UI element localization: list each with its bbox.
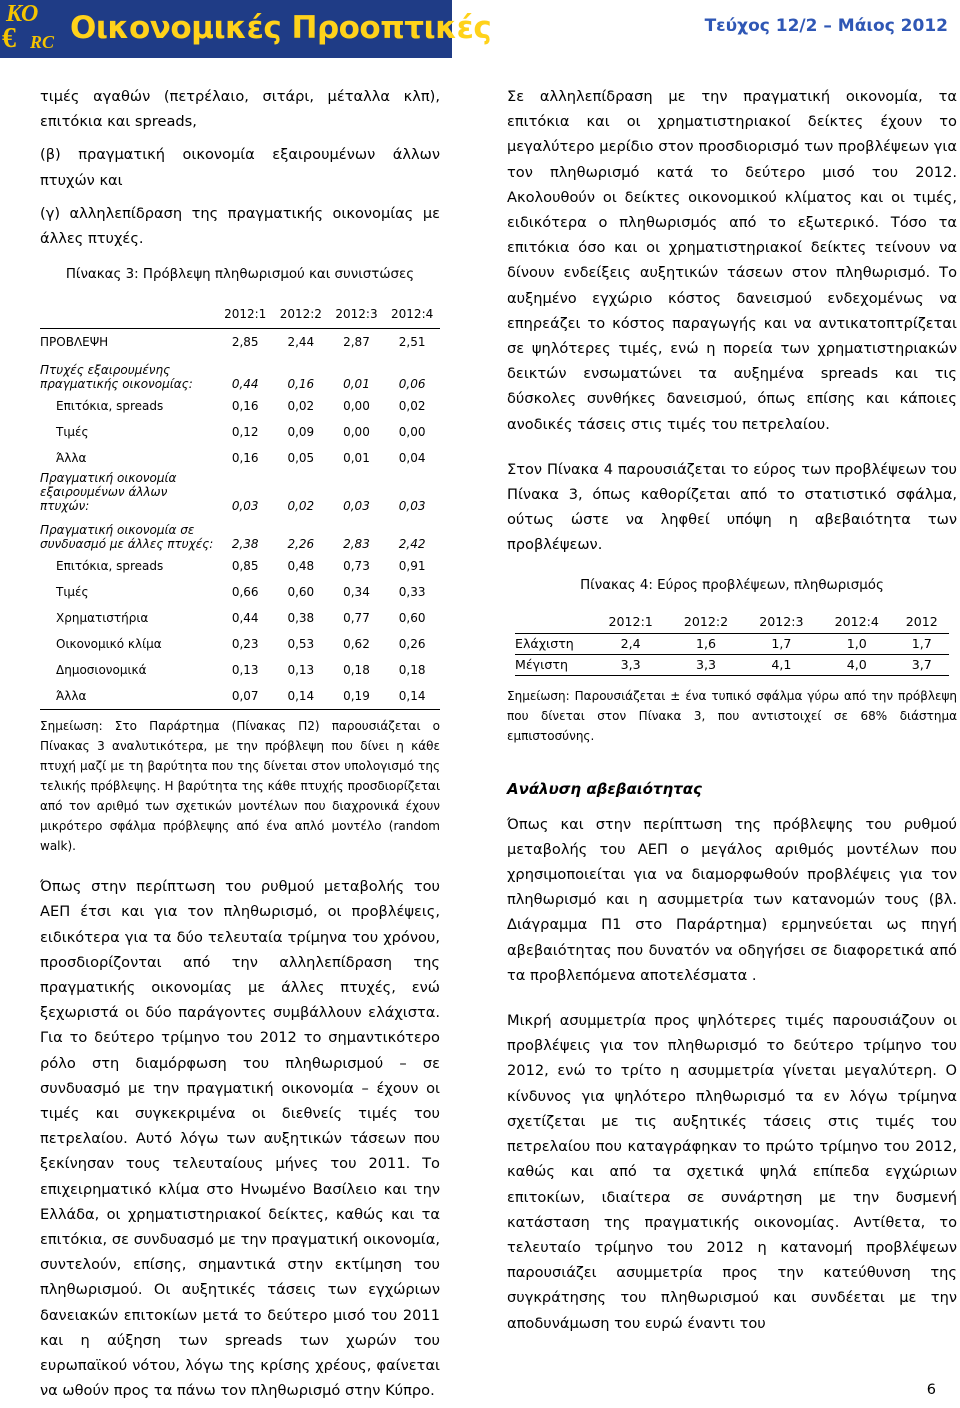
section-heading: Ανάλυση αβεβαιότητας [507,779,702,798]
table3 [40,300,440,710]
cell: 0,02 [398,399,426,414]
table-row [40,355,440,393]
cell: 0,14 [273,683,329,710]
left-column [40,84,440,1403]
list-item-a: τιμές αγαθών (πετρέλαιο, σιτάρι, μέταλλα κλπ), επιτόκια και spreads, [40,88,440,131]
table-row [515,633,949,654]
row-label: Τιμές [56,425,89,440]
cell: 0,01 [343,451,370,466]
row-label: Πραγματική οικονομία σε συνδυασμό με άλλες πτυχές: [40,523,214,552]
table-row [40,631,440,657]
table3-col-header: 2012:3 [329,300,385,329]
table4-header-row [515,611,949,634]
cell: 4,1 [744,654,819,675]
row-label: Άλλα [56,451,87,466]
table4-caption: Πίνακας 4: Εύρος προβλέψεων, πληθωρισμός [580,577,884,593]
row-label: Επιτόκια, spreads [56,559,164,574]
row-label: Τιμές [56,585,89,600]
cell: 1,7 [744,633,819,654]
row-label: ΠΡΟΒΛΕΨΗ [40,335,109,350]
cell: 0,44 [231,377,259,392]
cell: 0,00 [343,399,370,414]
cell: 0,02 [287,499,315,514]
logo-rc-text: RC [30,32,55,52]
cell: 2,44 [287,335,315,350]
cell: 0,05 [287,451,315,466]
table4-col-header: 2012:1 [593,611,668,634]
cell: 2,42 [398,537,426,552]
cell: 0,38 [287,611,315,626]
logo-ko-text: ΚΟ [6,1,39,27]
cell: 0,34 [343,585,370,600]
table4-corner [515,611,593,634]
row-label: Δημοσιονομικά [56,663,147,678]
cell: 0,13 [231,663,259,678]
issue-label: Τεύχος 12/2 – Μάιος 2012 [704,16,948,36]
table4-col-header: 2012:4 [819,611,894,634]
cell: 2,38 [231,537,259,552]
row-label: Οικονομικό κλίμα [56,637,162,652]
cell: 4,0 [819,654,894,675]
cell: 0,53 [287,637,315,652]
table-row [40,419,440,445]
cell: 0,44 [231,611,259,626]
cell: 0,13 [287,663,315,678]
table-row [40,393,440,419]
table3-header-row [40,300,440,329]
cell: 2,87 [343,335,370,350]
cell: 0,06 [398,377,426,392]
cell: 2,26 [287,537,315,552]
cell: 0,14 [384,683,440,710]
table4-note: Σημείωση: Παρουσιάζεται ± ένα τυπικό σφάλμα γύρω από την πρόβλεψη που δίνεται στον Πίνακα 3, που αντιστοιχεί σε 68% διάστημα εμπιστοσύνης. [507,688,957,743]
logo-euro-icon: € [2,23,16,54]
cell: 0,19 [329,683,385,710]
table-row [40,683,440,710]
table-row [40,657,440,683]
cell: 0,26 [398,637,426,652]
cell: 0,66 [231,585,259,600]
cell: 0,85 [231,559,259,574]
cell: 2,85 [231,335,259,350]
table-row [515,654,949,675]
table4-col-header: 2012 [894,611,949,634]
table3-col-header: 2012:4 [384,300,440,329]
cell: 1,7 [894,633,949,654]
cell: 0,16 [287,377,315,392]
body-paragraph: Όπως στην περίπτωση του ρυθμού μεταβολής του ΑΕΠ έτσι και για τον πληθωρισμό, οι προβλέψεις, ειδικότερα για τα δύο τελευταία τρίμηνα του χρόνου, προσδιορίζονται από την αλληλεπίδραση της πραγματικής οικονομίας με άλλες πτυχές, ενώ ξεχωριστά οι δύο παράγοντες συμβάλλουν ελάχιστα. Για το δεύτερο τρίμηνο του 2012 το σημαντικότερο ρόλο στη διαμόρφωση του πληθωρισμού – σε συνδυασμό με την πραγματική οικονομία – έχουν οι τιμές και συγκεκριμένα οι διεθνείς τιμές του πετρελαίου. Αυτό λόγω των αυξητικών τάσεων που ξεκίνησαν τους τελευταίους μήνες του 2011. Το επιχειρηματικό κλίμα στο Ηνωμένο Βασίλειο και την Ελλάδα, οι χρηματιστηριακοί δείκτες, καθώς και τα επιτόκια, σε συνδυασμό με την πραγματική οικονομία, συντελούν, επίσης, σημαντικά στην εκτίμηση του πληθωρισμού. Οι αυξητικές τάσεις των εγχώριων δανειακών επιτοκίων μετά το δεύτερο μισό του 2011 και η αύξηση των spreads των χωρών του ευρωπαϊκού νότου, λόγω της κρίσης χρέους, φαίνεται να ωθούν προς τα πάνω τον πληθωρισμό στην Κύπρο. [40,878,440,1400]
table3-col-header: 2012:2 [273,300,329,329]
table3-note: Σημείωση: Στο Παράρτημα (Πίνακας Π2) παρουσιάζεται ο Πίνακας 3 αναλυτικότερα, με την πρόβλεψη που δίνει η κάθε πτυχή μαζί με τη βαρύτητα που της δίνεται στον υπολογισμό της τελικής πρόβλεψης. Η βαρύτητα της κάθε πτυχής προσδιορίζεται από τον αριθμό των σχετικών μοντέλων που διαχρονικά έχουν μικρότερο σφάλμα πρόβλεψης από ένα απλό μοντέλο (random walk). [40,719,440,854]
cell: 3,3 [668,654,743,675]
cell: 3,3 [593,654,668,675]
body-paragraph: Όπως και στην περίπτωση της πρόβλεψης του ρυθμού μεταβολής του ΑΕΠ ο μεγάλος αριθμός μοντέλων που χρησιμοποιείται για να διαμορφωθούν προβλέψεις για τον πληθωρισμό και η ασυμμετρία των κατανομών τους (βλ. Διάγραμμα Π1 στο Παράρτημα) ερμηνεύεται ως πηγή αβεβαιότητας που δυνατόν να οδηγήσει σε διαφορετικά από τα προβλεπόμενα αποτελέσματα . [507,815,957,984]
table3-corner [40,300,217,329]
table-row [40,553,440,579]
cell: 0,09 [287,425,315,440]
table3-col-header: 2012:1 [217,300,273,329]
table4 [515,611,949,676]
cell: 0,00 [343,425,370,440]
cell: 0,01 [343,377,370,392]
page-number: 6 [926,1382,936,1398]
table3-caption: Πίνακας 3: Πρόβλεψη πληθωρισμού και συνιστώσες [65,267,415,283]
cell: 0,48 [287,559,315,574]
cell: 0,18 [343,663,370,678]
cell: 0,07 [217,683,273,710]
cell: 0,60 [287,585,315,600]
cell: 2,51 [398,335,426,350]
cell: 2,83 [343,537,370,552]
table-row [40,605,440,631]
body-paragraph: Στον Πίνακα 4 παρουσιάζεται το εύρος των προβλέψεων του Πίνακα 3, όπως καθορίζεται από το στατιστικό σφάλμα, ούτως ώστε να ληφθεί υπόψη η αβεβαιότητα των προβλέψεων. [507,460,957,554]
cell: 0,12 [231,425,259,440]
cell: 3,7 [894,654,949,675]
cell: 0,02 [287,399,315,414]
cell: 0,91 [398,559,426,574]
table-row [40,445,440,471]
body-paragraph: Μικρή ασυμμετρία προς ψηλότερες τιμές παρουσιάζουν οι προβλέψεις για τον πληθωρισμό το δεύτερο τρίμηνο του 2012, ενώ το τρίτο η ασυμμετρία γίνεται μεγαλύτερη. Ο κίνδυνος για ψηλότερο πληθωρισμό τα εν λόγω τρίμηνα σχετίζεται με τις αυξητικές τάσεις στις τιμές του πετρελαίου που καταγράφηκαν το πρώτο τρίμηνο του 2012, καθώς και από τα σχετικά ψηλά επίπεδα εγχώριων επιτοκίων, ιδιαίτερα σε συνάρτηση με την δυσμενή κατάσταση της πραγματικής οικονομίας. Αντίθετα, το τελευταίο τρίμηνο του 2012 η κατανομή προβλέψεων παρουσιάζει ασυμμετρία προς την κατεύθυνση της συγκράτησης του πληθωρισμού και συνδέεται με την αποδυνάμωση του ευρώ έναντι του [507,1012,957,1332]
row-label: Χρηματιστήρια [56,611,149,626]
cell: 0,33 [398,585,426,600]
cell: 1,0 [819,633,894,654]
cell: 0,62 [343,637,370,652]
cell: 1,6 [668,633,743,654]
row-label: Άλλα [40,683,217,710]
cell: 2,4 [593,633,668,654]
cell: 0,00 [398,425,426,440]
list-item-b: (β) πραγματική οικονομία εξαιρουμένων άλλων πτυχών και [40,146,440,189]
cell: 0,77 [343,611,370,626]
list-item-c: (γ) αλληλεπίδραση της πραγματικής οικονομίας με άλλες πτυχές. [40,204,440,248]
cell: 0,04 [398,451,426,466]
cell: 0,60 [398,611,426,626]
publication-title: Οικονομικές Προοπτικές [70,10,492,46]
table-row [40,579,440,605]
table4-col-header: 2012:2 [668,611,743,634]
cell: 0,03 [398,499,426,514]
row-label: Ελάχιστη [515,633,593,654]
row-label: Επιτόκια, spreads [56,399,164,414]
row-label: Πτυχές εξαιρουμένης πραγματικής οικονομίας: [40,363,193,392]
cell: 0,23 [231,637,259,652]
body-paragraph: Σε αλληλεπίδραση με την πραγματική οικονομία, τα επιτόκια και οι χρηματιστηριακοί δείκτες έχουν το μεγαλύτερο μερίδιο στον προσδιορισμό των προβλέψεων για τον πληθωρισμό κατά το δεύτερο μισό του 2012. Ακολουθούν οι δείκτες οικονομικού κλίματος και οι τιμές, ειδικότερα ο πληθωρισμός από το εξωτερικό. Τόσο τα επιτόκια όσο και οι χρηματιστηριακοί δείκτες τείνουν να δίνουν ενδείξεις αυξητικών τάσεων στον πληθωρισμό. Το αυξημένο εγχώριο κόστος δανεισμού ενδεχομένως να επηρεάζει το κόστος παραγωγής και να αντικατοπτρίζεται σε ψηλότερες τιμές, ενώ η πορεία των χρηματιστηριακών δεικτών ενσωματώνει τα αυξημένα spreads και τις δύσκολες συνθήκες δανεισμού, όπως επίσης και κάποιες ανοδικές τάσεις στις τιμές του πετρελαίου. [507,88,957,433]
cell: 0,03 [343,499,370,514]
table-row [40,329,440,356]
table4-col-header: 2012:3 [744,611,819,634]
cell: 0,73 [343,559,370,574]
cell: 0,18 [398,663,426,678]
table-row [40,515,440,553]
cell: 0,16 [231,451,259,466]
cell: 0,16 [231,399,259,414]
row-label: Πραγματική οικονομία εξαιρουμένων άλλων πτυχών: [40,471,177,514]
right-column [507,84,957,1336]
cell: 0,03 [231,499,259,514]
row-label: Μέγιστη [515,654,593,675]
table-row [40,471,440,515]
